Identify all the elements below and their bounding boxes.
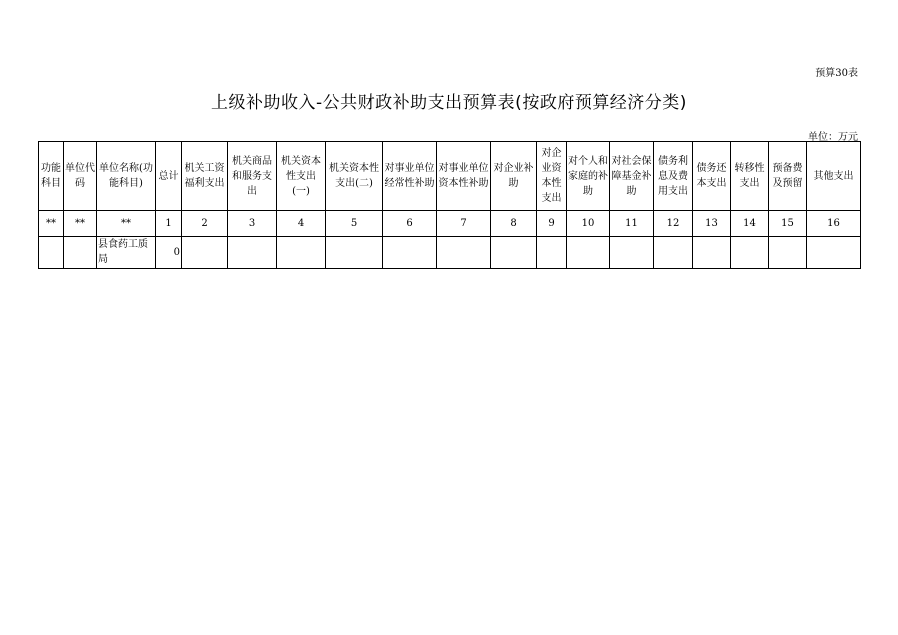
col-header-col15: 预备费及预留: [769, 142, 807, 211]
col-header-col5: 机关资本性支出(二): [326, 142, 383, 211]
index-cell: 10: [567, 211, 610, 237]
col-header-unit-code: 单位代码: [64, 142, 97, 211]
col-header-col3: 机关商品和服务支出: [228, 142, 277, 211]
cell-value: [567, 237, 610, 269]
col-header-col14: 转移性支出: [731, 142, 769, 211]
index-cell: 15: [769, 211, 807, 237]
index-cell: 9: [537, 211, 567, 237]
index-cell: 8: [491, 211, 537, 237]
index-cell: 16: [807, 211, 861, 237]
col-header-col11: 对社会保障基金补助: [610, 142, 654, 211]
index-cell: **: [97, 211, 156, 237]
cell-value: [610, 237, 654, 269]
col-header-col9: 对企业资本性支出: [537, 142, 567, 211]
cell-value: [326, 237, 383, 269]
index-cell: 1: [156, 211, 182, 237]
index-cell: 14: [731, 211, 769, 237]
cell-value: [491, 237, 537, 269]
col-header-total: 总计: [156, 142, 182, 211]
col-header-col16: 其他支出: [807, 142, 861, 211]
index-cell: 3: [228, 211, 277, 237]
index-cell: 2: [182, 211, 228, 237]
col-header-col13: 债务还本支出: [693, 142, 731, 211]
index-cell: 13: [693, 211, 731, 237]
index-cell: 11: [610, 211, 654, 237]
col-header-col6: 对事业单位经常性补助: [383, 142, 437, 211]
cell-unit-code: [64, 237, 97, 269]
col-header-function-subject: 功能科目: [39, 142, 64, 211]
cell-value: [437, 237, 491, 269]
table-number: 预算30表: [815, 68, 858, 79]
header-row: [39, 142, 861, 211]
cell-unit-name: 县食药工质局: [97, 237, 156, 269]
cell-value: [731, 237, 769, 269]
cell-value: [693, 237, 731, 269]
cell-value: [769, 237, 807, 269]
cell-value: [654, 237, 693, 269]
col-header-col10: 对个人和家庭的补助: [567, 142, 610, 211]
col-header-col8: 对企业补助: [491, 142, 537, 211]
index-cell: **: [39, 211, 64, 237]
cell-value: [537, 237, 567, 269]
col-header-col12: 债务利息及费用支出: [654, 142, 693, 211]
unit-label: 单位：万元: [808, 132, 858, 143]
cell-total: 0: [156, 237, 182, 269]
index-cell: 4: [277, 211, 326, 237]
cell-value: [807, 237, 861, 269]
index-cell: 12: [654, 211, 693, 237]
col-header-unit-name: 单位名称(功能科目): [97, 142, 156, 211]
cell-function-subject: [39, 237, 64, 269]
cell-value: [277, 237, 326, 269]
col-header-col2: 机关工资福利支出: [182, 142, 228, 211]
page-title: 上级补助收入-公共财政补助支出预算表(按政府预算经济分类): [211, 93, 687, 113]
cell-value: [182, 237, 228, 269]
budget-table: [38, 141, 861, 269]
cell-value: [383, 237, 437, 269]
index-cell: 6: [383, 211, 437, 237]
index-cell: 7: [437, 211, 491, 237]
index-row: [39, 211, 861, 237]
cell-value: [228, 237, 277, 269]
index-cell: **: [64, 211, 97, 237]
table-row: [39, 237, 861, 269]
col-header-col7: 对事业单位资本性补助: [437, 142, 491, 211]
index-cell: 5: [326, 211, 383, 237]
col-header-col4: 机关资本性支出(一): [277, 142, 326, 211]
